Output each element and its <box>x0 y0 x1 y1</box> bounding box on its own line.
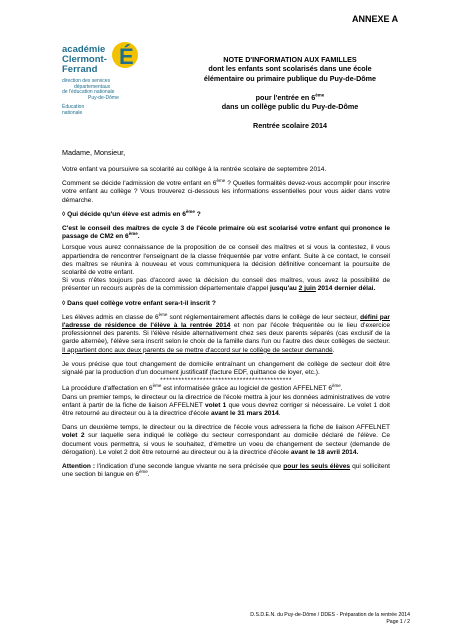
paragraph-6: Les élèves admis en classe de 6ème sont réglementairement affectés dans le collège de leur secteur, défini par l'adresse de résidence de l'élève à la rentrée 2014 et non par l'école fréquentée ou le lieu d'exercice professionnel des parents. Si l'élève réside alternativement chez ses deux parents séparés (cas exclusif de la garde alternée), l'élève sera inscrit selon le choix de la famille dans l'un ou l'autre des deux collèges de secteur. Il appartient donc aux deux parents de se mettre d'accord sur le collège de secteur demandé. <box>62 311 390 354</box>
title-line-6: Rentrée scolaire 2014 <box>253 121 327 131</box>
paragraph-4: Lorsque vous aurez connaissance de la proposition de ce conseil des maîtres et si vous la contestez, il vous appartiendra de rencontrer l'enseignant de la classe fréquentée par votre enfant. Suite à ce contact, le conseil des maîtres se réunira à nouveau et vous communiquera la décision définitive concernant la poursuite de scolarité de votre enfant. <box>62 244 390 277</box>
title-line-2: dont les enfants sont scolarisés dans une école <box>208 64 372 74</box>
paragraph-7: Je vous précise que tout changement de domicile entraînant un changement de collège de secteur doit être signalé par la production d'un document justificatif (facture EDF, quittance de loyer, etc.). <box>62 360 390 377</box>
academy-logo <box>62 35 142 145</box>
svg-text:É: É <box>119 44 134 69</box>
annex-label: ANNEXE A <box>352 14 399 24</box>
paragraph-3: C'est le conseil des maîtres de cycle 3 de l'école primaire où est scolarisé votre enfant qui prononce le passage de CM2 en 6ème. <box>62 225 390 241</box>
separator-stars: ******************************************* <box>160 377 292 385</box>
paragraph-5: Si vous n'êtes toujours pas d'accord avec la décision du conseil des maîtres, vous avez la possibilité de présenter un recours auprès de la commission départementale d'appel jusqu'au 2 juin 2014 dernier délai. <box>62 277 390 293</box>
logo-academie: académie <box>62 44 106 55</box>
paragraph-1: Votre enfant va poursuivre sa scolarité au collège à la rentrée scolaire de septembre 2014. <box>62 166 327 173</box>
title-line-5: dans un collège public du Puy-de-Dôme <box>221 102 359 112</box>
logo-direction: direction des services départementaux de l'éducation nationale Puy-de-Dôme <box>62 78 119 101</box>
page-number: Page 1 / 2 <box>386 619 410 625</box>
question-2: ◊ Dans quel collège votre enfant sera-t-il inscrit ? <box>62 299 216 307</box>
paragraph-9: Dans un premier temps, le directeur ou la directrice de l'école mettra à jour les données administratives de votre enfant à partir de la fiche de liaison AFFELNET volet 1 que vous devrez corriger si nécessaire. Le volet 1 doit être retourné au directeur ou à la directrice d'école avant le 31 mars 2014. <box>62 393 391 418</box>
document-title <box>170 55 410 131</box>
academy-e-logo-icon <box>108 37 140 69</box>
question-1: ◊ Qui décide qu'un élève est admis en 6ème ? <box>62 208 201 218</box>
paragraph-11: Attention : l'indication d'une seconde langue vivante ne sera précisée que pour les seuls élèves qui sollicitent une section bi langue en 6ème. <box>62 463 390 479</box>
title-line-3: élémentaire ou primaire publique du Puy-de-Dôme <box>203 73 377 83</box>
page-footer <box>200 612 410 626</box>
logo-city: Clermont-Ferrand <box>62 54 107 75</box>
logo-education-nationale: Éducation nationale <box>62 104 85 116</box>
document-body <box>62 166 390 486</box>
footer-source: D.S.D.E.N. du Puy-de-Dôme / DDES - Préparation de la rentrée 2014 <box>250 612 410 618</box>
paragraph-8: La procédure d'affectation en 6ème est informatisée grâce au logiciel de gestion AFFELNET 6ème. <box>62 383 343 393</box>
title-line-4: pour l'entrée en 6ème <box>255 92 325 102</box>
paragraph-10: Dans un deuxième temps, le directeur ou la directrice de l'école vous adressera la fiche de liaison AFFELNET volet 2 sur laquelle sera indiqué le collège du secteur correspondant au domicile déclaré de l'élève. Ce document vous permettra, si vous le souhaitez, d'émettre un voeu de changement de secteur (demande de dérogation). Le volet 2 doit être retourné au directeur ou à la directrice d'école avant le 18 avril 2014. <box>62 424 390 456</box>
title-line-1: NOTE D'INFORMATION AUX FAMILLES <box>223 55 357 64</box>
salutation: Madame, Monsieur, <box>62 148 126 157</box>
paragraph-2: Comment se décide l'admission de votre enfant en 6ème ? Quelles formalités devez-vous accomplir pour inscrire votre enfant au collège ? Vous trouverez ci-dessous les informations essentielles pour vous aider dans votre démarche. <box>62 178 390 204</box>
